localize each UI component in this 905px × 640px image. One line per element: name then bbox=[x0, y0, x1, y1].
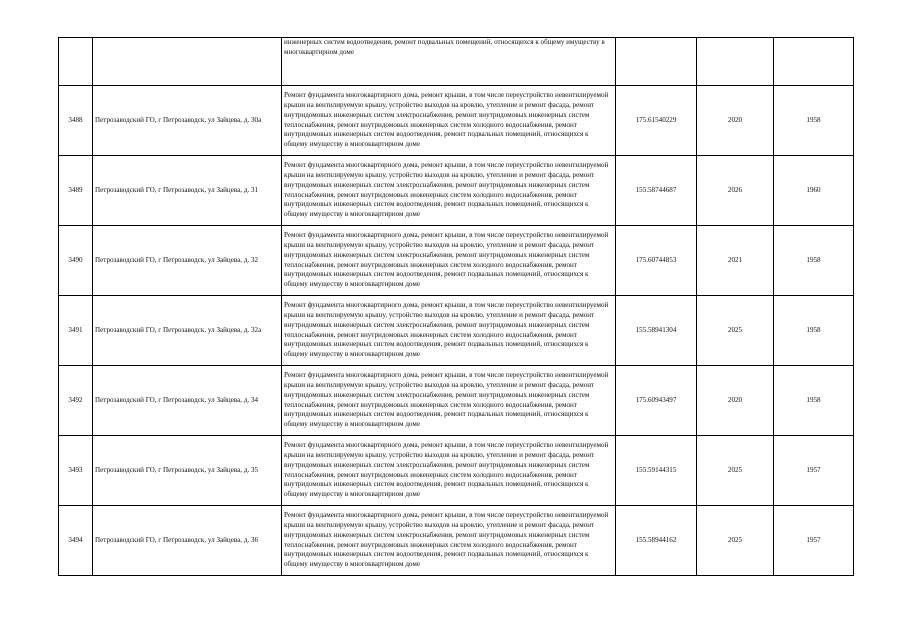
works-cell: Ремонт фундамента многоквартирного дома, ремонт крыши, в том числе переустройство невентилируемой крыши на вентилируемую крышу, устройство выходов на кровлю, утепление и ремонт фасада, ремонт внутридомовых инженерных систем электроснабжения, ремонт внутридомовых инженерных систем теплоснабжения, ремонт внутридомовых инженерных систем холодного водоснабжения, ремонт внутридомовых инженерных систем водоотведения, ремонт подвальных помещений, относящихся к общему имуществу в многоквартирном доме bbox=[282, 506, 616, 576]
table-row bbox=[59, 296, 854, 366]
plan-year-cell: 2026 bbox=[697, 156, 774, 226]
works-cell: Ремонт фундамента многоквартирного дома, ремонт крыши, в том числе переустройство невентилируемой крыши на вентилируемую крышу, устройство выходов на кровлю, утепление и ремонт фасада, ремонт внутридомовых инженерных систем электроснабжения, ремонт внутридомовых инженерных систем теплоснабжения, ремонт внутридомовых инженерных систем холодного водоснабжения, ремонт внутридомовых инженерных систем водоотведения, ремонт подвальных помещений, относящихся к общему имуществу в многоквартирном доме bbox=[282, 226, 616, 296]
works-cell: Ремонт фундамента многоквартирного дома, ремонт крыши, в том числе переустройство невентилируемой крыши на вентилируемую крышу, устройство выходов на кровлю, утепление и ремонт фасада, ремонт внутридомовых инженерных систем электроснабжения, ремонт внутридомовых инженерных систем теплоснабжения, ремонт внутридомовых инженерных систем холодного водоснабжения, ремонт внутридомовых инженерных систем водоотведения, ремонт подвальных помещений, относящихся к общему имуществу в многоквартирном доме bbox=[282, 86, 616, 156]
address-cell: Петрозаводский ГО, г Петрозаводск, ул Зайцева, д. 32а bbox=[93, 296, 282, 366]
plan-year-cell: 2020 bbox=[697, 366, 774, 436]
row-number: 3492 bbox=[59, 366, 93, 436]
row-number: 3491 bbox=[59, 296, 93, 366]
built-year-cell: 1958 bbox=[774, 296, 854, 366]
address-cell: Петрозаводский ГО, г Петрозаводск, ул Зайцева, д. 31 bbox=[93, 156, 282, 226]
works-cell: Ремонт фундамента многоквартирного дома, ремонт крыши, в том числе переустройство невентилируемой крыши на вентилируемую крышу, устройство выходов на кровлю, утепление и ремонт фасада, ремонт внутридомовых инженерных систем электроснабжения, ремонт внутридомовых инженерных систем теплоснабжения, ремонт внутридомовых инженерных систем холодного водоснабжения, ремонт внутридомовых инженерных систем водоотведения, ремонт подвальных помещений, относящихся к общему имуществу в многоквартирном доме bbox=[282, 436, 616, 506]
built-year-cell: 1958 bbox=[774, 86, 854, 156]
cost-cell: 155.58744687 bbox=[616, 156, 697, 226]
cost-cell bbox=[616, 38, 697, 86]
table-row bbox=[59, 86, 854, 156]
built-year-cell: 1958 bbox=[774, 366, 854, 436]
address-cell: Петрозаводский ГО, г Петрозаводск, ул Зайцева, д. 36 bbox=[93, 506, 282, 576]
built-year-cell: 1957 bbox=[774, 436, 854, 506]
plan-year-cell bbox=[697, 38, 774, 86]
plan-year-cell: 2020 bbox=[697, 86, 774, 156]
cost-cell: 155.59144315 bbox=[616, 436, 697, 506]
row-number: 3488 bbox=[59, 86, 93, 156]
built-year-cell: 1960 bbox=[774, 156, 854, 226]
cost-cell: 155.58944162 bbox=[616, 506, 697, 576]
row-number: 3489 bbox=[59, 156, 93, 226]
register-table bbox=[58, 37, 854, 576]
row-number: 3494 bbox=[59, 506, 93, 576]
cost-cell: 175.61540229 bbox=[616, 86, 697, 156]
table-row bbox=[59, 436, 854, 506]
address-cell: Петрозаводский ГО, г Петрозаводск, ул Зайцева, д. 30а bbox=[93, 86, 282, 156]
address-cell: Петрозаводский ГО, г Петрозаводск, ул Зайцева, д. 32 bbox=[93, 226, 282, 296]
table-row bbox=[59, 156, 854, 226]
works-cell: Ремонт фундамента многоквартирного дома, ремонт крыши, в том числе переустройство невентилируемой крыши на вентилируемую крышу, устройство выходов на кровлю, утепление и ремонт фасада, ремонт внутридомовых инженерных систем электроснабжения, ремонт внутридомовых инженерных систем теплоснабжения, ремонт внутридомовых инженерных систем холодного водоснабжения, ремонт внутридомовых инженерных систем водоотведения, ремонт подвальных помещений, относящихся к общему имуществу в многоквартирном доме bbox=[282, 156, 616, 226]
built-year-cell: 1958 bbox=[774, 226, 854, 296]
address-cell: Петрозаводский ГО, г Петрозаводск, ул Зайцева, д. 35 bbox=[93, 436, 282, 506]
address-cell: Петрозаводский ГО, г Петрозаводск, ул Зайцева, д. 34 bbox=[93, 366, 282, 436]
built-year-cell bbox=[774, 38, 854, 86]
cost-cell: 175.60943497 bbox=[616, 366, 697, 436]
plan-year-cell: 2025 bbox=[697, 436, 774, 506]
works-cell: Ремонт фундамента многоквартирного дома, ремонт крыши, в том числе переустройство невентилируемой крыши на вентилируемую крышу, устройство выходов на кровлю, утепление и ремонт фасада, ремонт внутридомовых инженерных систем электроснабжения, ремонт внутридомовых инженерных систем теплоснабжения, ремонт внутридомовых инженерных систем холодного водоснабжения, ремонт внутридомовых инженерных систем водоотведения, ремонт подвальных помещений, относящихся к общему имуществу в многоквартирном доме bbox=[282, 296, 616, 366]
plan-year-cell: 2021 bbox=[697, 226, 774, 296]
table-row bbox=[59, 366, 854, 436]
works-cell: Ремонт фундамента многоквартирного дома, ремонт крыши, в том числе переустройство невентилируемой крыши на вентилируемую крышу, устройство выходов на кровлю, утепление и ремонт фасада, ремонт внутридомовых инженерных систем электроснабжения, ремонт внутридомовых инженерных систем теплоснабжения, ремонт внутридомовых инженерных систем холодного водоснабжения, ремонт внутридомовых инженерных систем водоотведения, ремонт подвальных помещений, относящихся к общему имуществу в многоквартирном доме bbox=[282, 366, 616, 436]
cost-cell: 175.60744853 bbox=[616, 226, 697, 296]
table-row bbox=[59, 38, 854, 86]
plan-year-cell: 2025 bbox=[697, 506, 774, 576]
table-row bbox=[59, 226, 854, 296]
table-row bbox=[59, 506, 854, 576]
plan-year-cell: 2025 bbox=[697, 296, 774, 366]
row-number: 3493 bbox=[59, 436, 93, 506]
works-cell: инженерных систем водоотведения, ремонт подвальных помещений, относящихся к общему имуществу в многоквартирном доме bbox=[282, 38, 616, 86]
address-cell bbox=[93, 38, 282, 86]
cost-cell: 155.58941304 bbox=[616, 296, 697, 366]
row-number: 3490 bbox=[59, 226, 93, 296]
built-year-cell: 1957 bbox=[774, 506, 854, 576]
row-number bbox=[59, 38, 93, 86]
